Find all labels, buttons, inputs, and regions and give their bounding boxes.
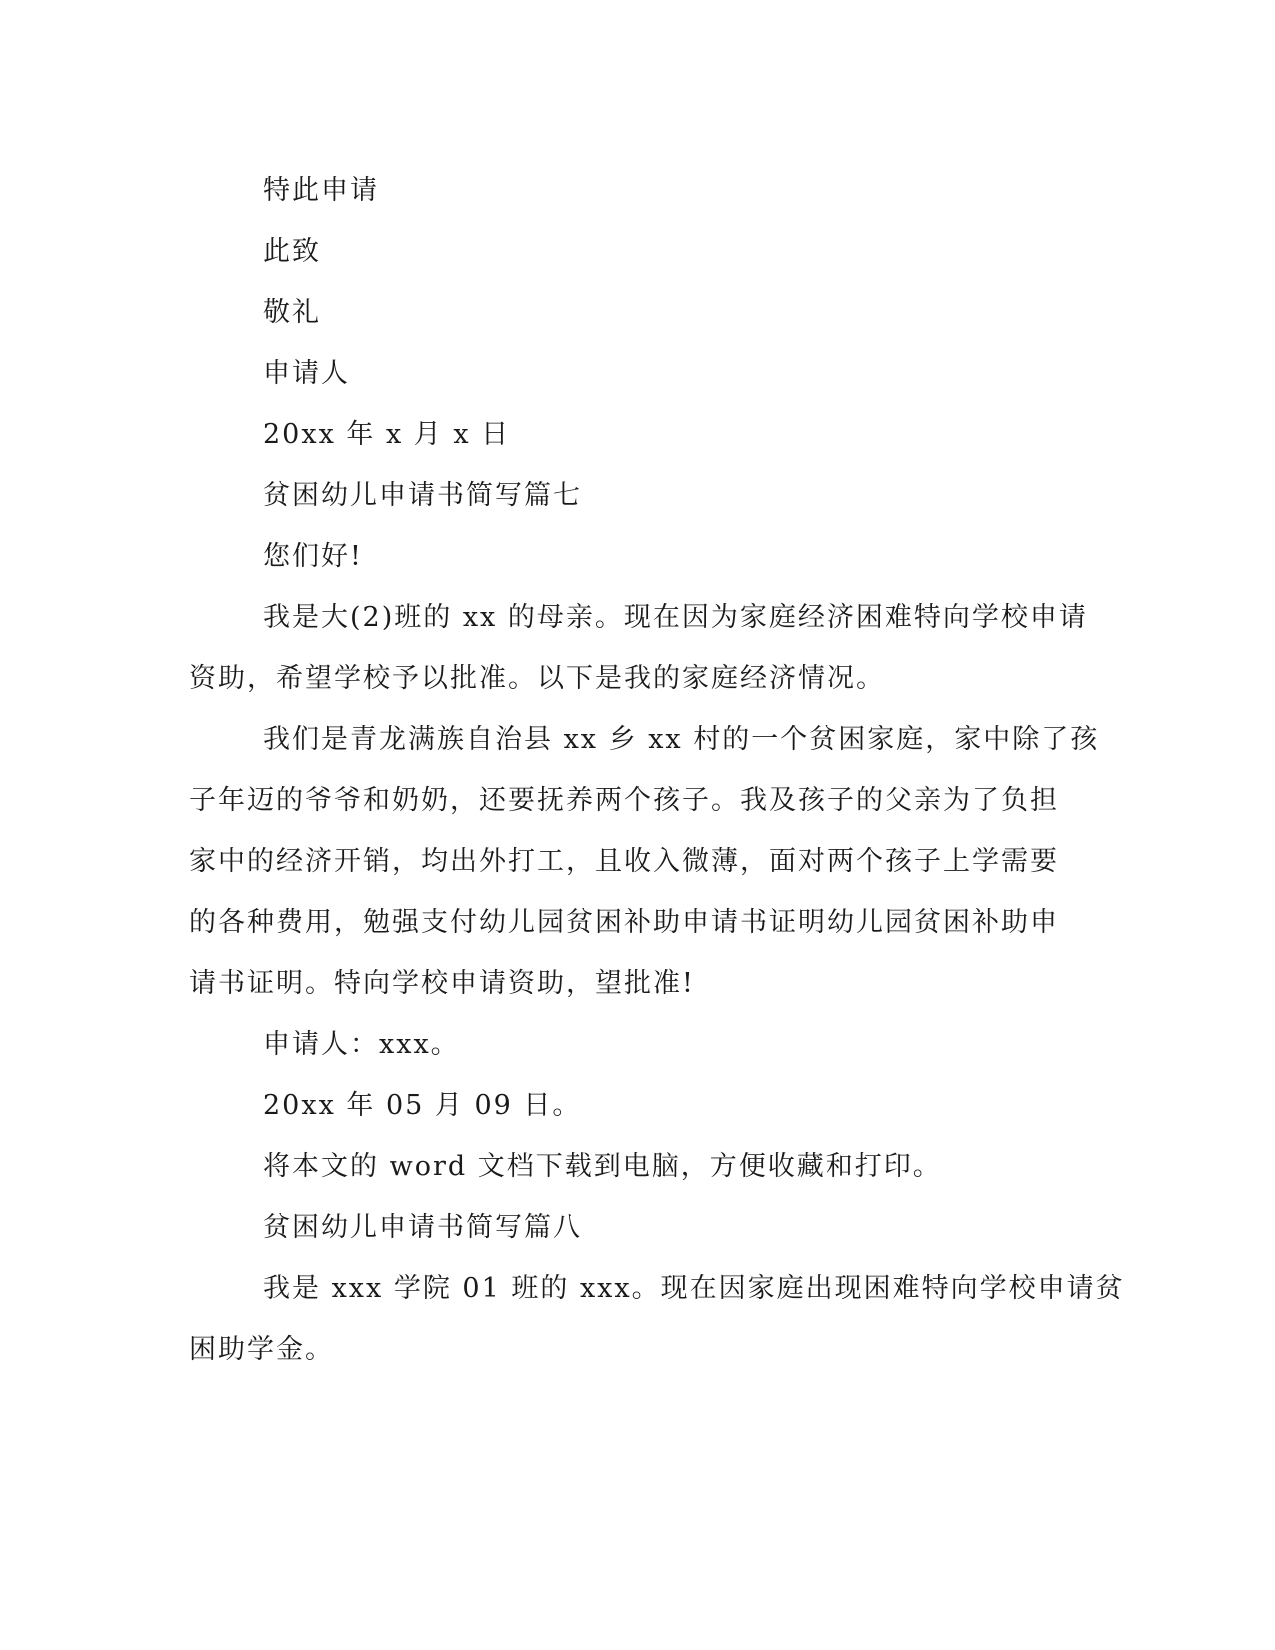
paragraph-line: 请书证明。特向学校申请资助，望批准! xyxy=(189,968,695,999)
paragraph-college xyxy=(189,1258,1125,1380)
salutation-line: 此致 xyxy=(263,236,321,267)
paragraph-intro xyxy=(189,587,1089,709)
document-body xyxy=(189,160,1125,1380)
paragraph-family xyxy=(189,709,1100,1014)
date-line: 20xx 年 x 月 x 日 xyxy=(263,419,511,450)
paragraph-line: 困助学金。 xyxy=(189,1334,334,1365)
applicant-signature: 申请人：xxx。 xyxy=(263,1029,460,1060)
paragraph-line: 资助，希望学校予以批准。以下是我的家庭经济情况。 xyxy=(189,663,885,694)
paragraph-line: 的各种费用，勉强支付幼儿园贫困补助申请书证明幼儿园贫困补助申 xyxy=(189,907,1059,938)
section-heading-7: 贫困幼儿申请书简写篇七 xyxy=(263,480,582,511)
paragraph-line: 家中的经济开销，均出外打工，且收入微薄，面对两个孩子上学需要 xyxy=(189,846,1059,877)
paragraph-line: 我是 xxx 学院 01 班的 xxx。现在因家庭出现困难特向学校申请贫 xyxy=(263,1273,1125,1304)
section-heading-8: 贫困幼儿申请书简写篇八 xyxy=(263,1212,582,1243)
paragraph-line: 我是大(2)班的 xx 的母亲。现在因为家庭经济困难特向学校申请 xyxy=(263,602,1088,633)
paragraph-line: 子年迈的爷爷和奶奶，还要抚养两个孩子。我及孩子的父亲为了负担 xyxy=(189,785,1059,816)
regards-line: 敬礼 xyxy=(263,297,321,328)
closing-line: 特此申请 xyxy=(263,175,379,206)
download-note: 将本文的 word 文档下载到电脑，方便收藏和打印。 xyxy=(263,1151,942,1182)
signature-date: 20xx 年 05 月 09 日。 xyxy=(263,1090,582,1121)
greeting-line: 您们好! xyxy=(263,541,363,572)
applicant-label: 申请人 xyxy=(263,358,350,389)
paragraph-line: 我们是青龙满族自治县 xx 乡 xx 村的一个贫困家庭，家中除了孩 xyxy=(263,724,1100,755)
